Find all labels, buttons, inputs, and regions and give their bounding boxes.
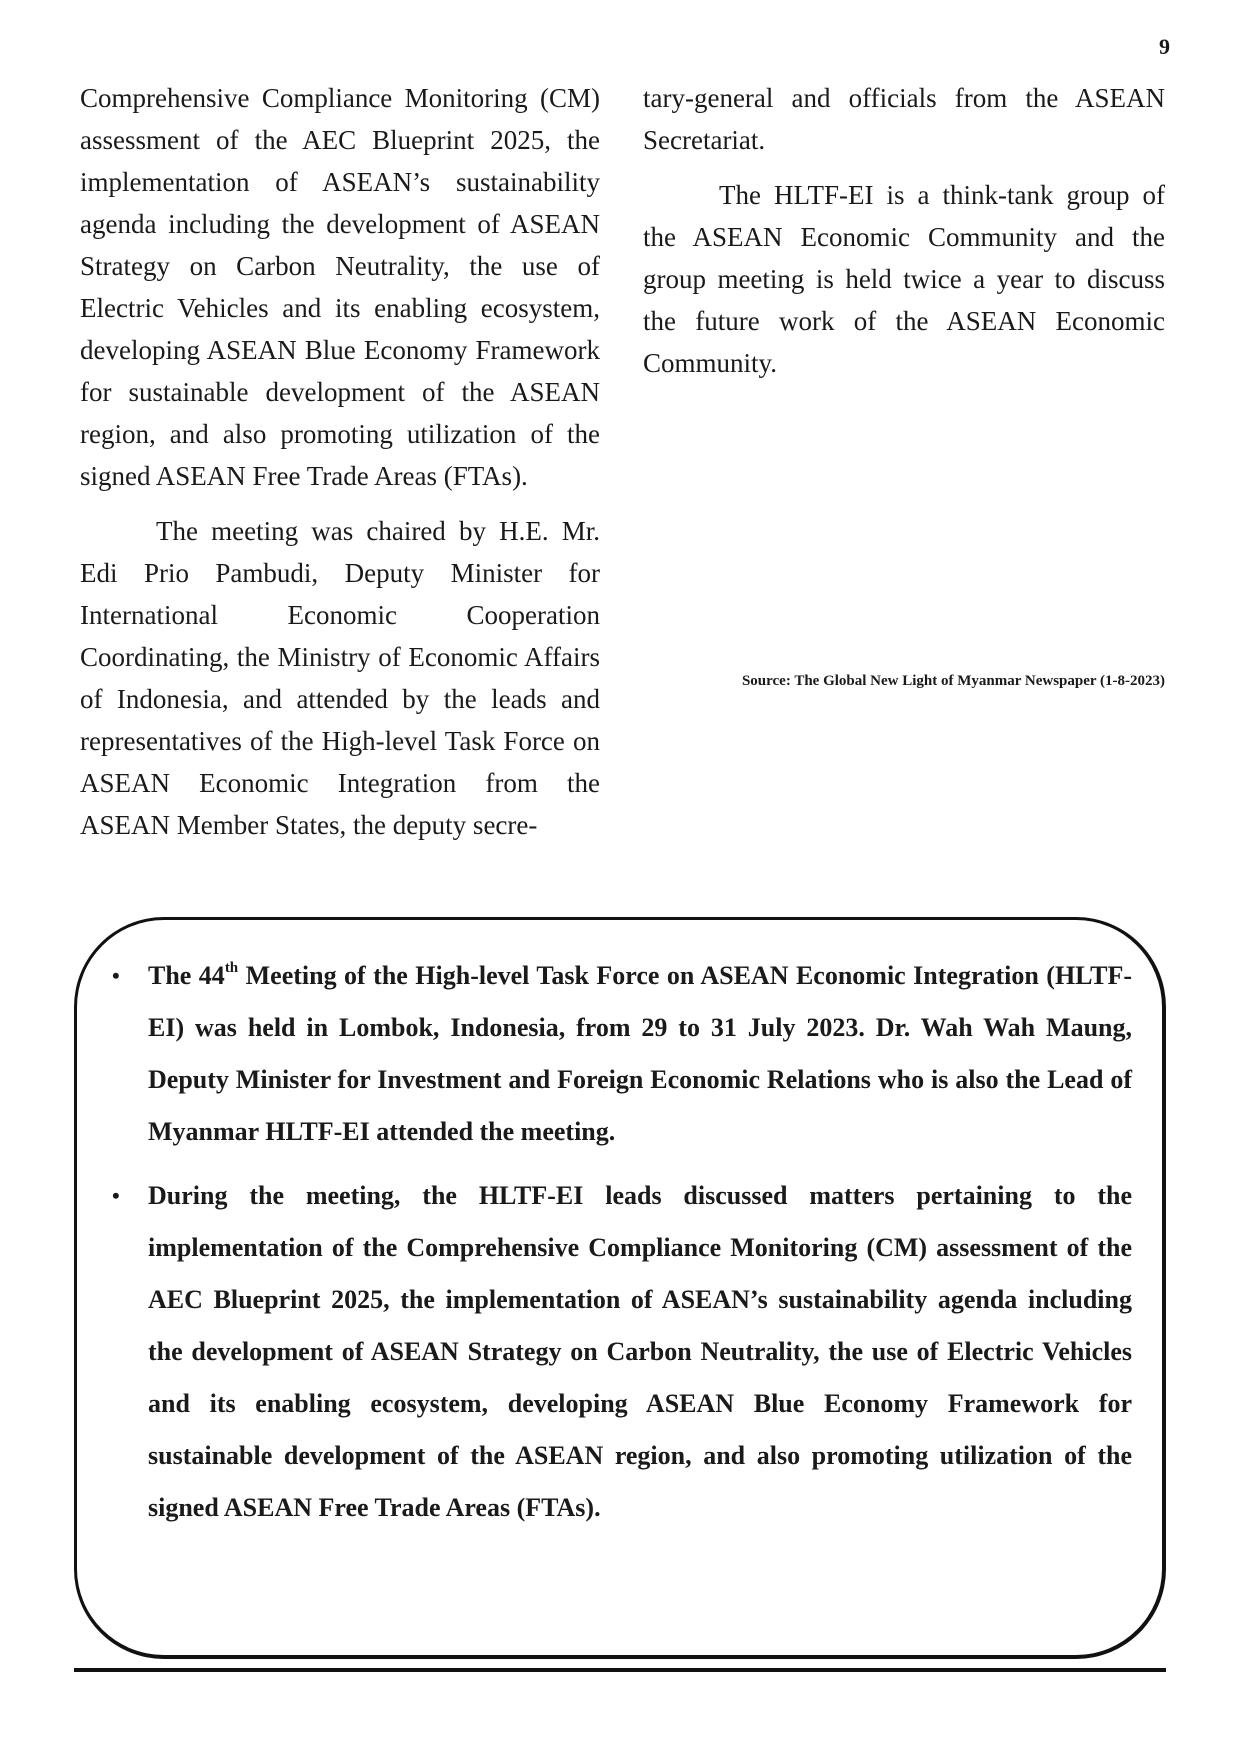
summary-item-2-text: During the meeting, the HLTF-EI leads discussed matters pertaining to the implementation of the Comprehensive Compliance Monitoring (CM) assessment of the AEC Blueprint 2025, the implementation of ASEAN’s sustainability agenda including the development of ASEAN Strategy on Carbon Neutrality, the use of Electric Vehicles and its enabling ecosystem, developing ASEAN Blue Economy Framework for sustainable development of the ASEAN region, and also promoting utilization of the signed ASEAN Free Trade Areas (FTAs). (148, 1181, 1132, 1522)
right-column-continuation: tary-general and officials from the ASEAN Secretariat. (643, 83, 1165, 155)
ordinal-suffix: th (224, 960, 239, 976)
page-number: 9 (1159, 34, 1170, 59)
left-column-continuation: Comprehensive Compliance Monitoring (CM) assessment of the AEC Blueprint 2025, the implementation of ASEAN’s sustainability agenda including the development of ASEAN Strategy on Carbon Neutrality, the use of Electric Vehicles and its enabling ecosystem, developing ASEAN Blue Economy Framework for sustainable development of the ASEAN region, and also promoting utilization of the signed ASEAN Free Trade Areas (FTAs). (80, 83, 600, 491)
left-column (80, 77, 600, 846)
right-column-paragraph: The HLTF-EI is a think-tank group of the ASEAN Economic Community and the group meeting is held twice a year to discuss the future work of the ASEAN Economic Community. (643, 180, 1165, 378)
source-citation: Source: The Global New Light of Myanmar Newspaper (1-8-2023) (741, 673, 1165, 689)
bottom-divider (74, 1668, 1166, 1672)
summary-item (106, 950, 1132, 1158)
right-column (643, 77, 1165, 384)
summary-item (106, 1170, 1132, 1534)
bullet-icon: • (112, 1183, 120, 1208)
summary-item-1-text-start: The 44 (148, 961, 225, 990)
left-column-paragraph: The meeting was chaired by H.E. Mr. Edi Prio Pambudi, Deputy Minister for International Economic Cooperation Coordinating, the Ministry of Economic Affairs of Indonesia, and attended by the leads and representatives of the High-level Task Force on ASEAN Economic Integration from the ASEAN Member States, the deputy secre- (80, 516, 600, 840)
bullet-icon: • (112, 963, 120, 988)
summary-item-1-text-end: Meeting of the High-level Task Force on ASEAN Economic Integration (HLTF-EI) was held in Lombok, Indonesia, from 29 to 31 July 2023. Dr. Wah Wah Maung, Deputy Minister for Investment and Foreign Economic Relations who is also the Lead of Myanmar HLTF-EI attended the meeting. (148, 961, 1133, 1146)
summary-list (106, 950, 1132, 1546)
